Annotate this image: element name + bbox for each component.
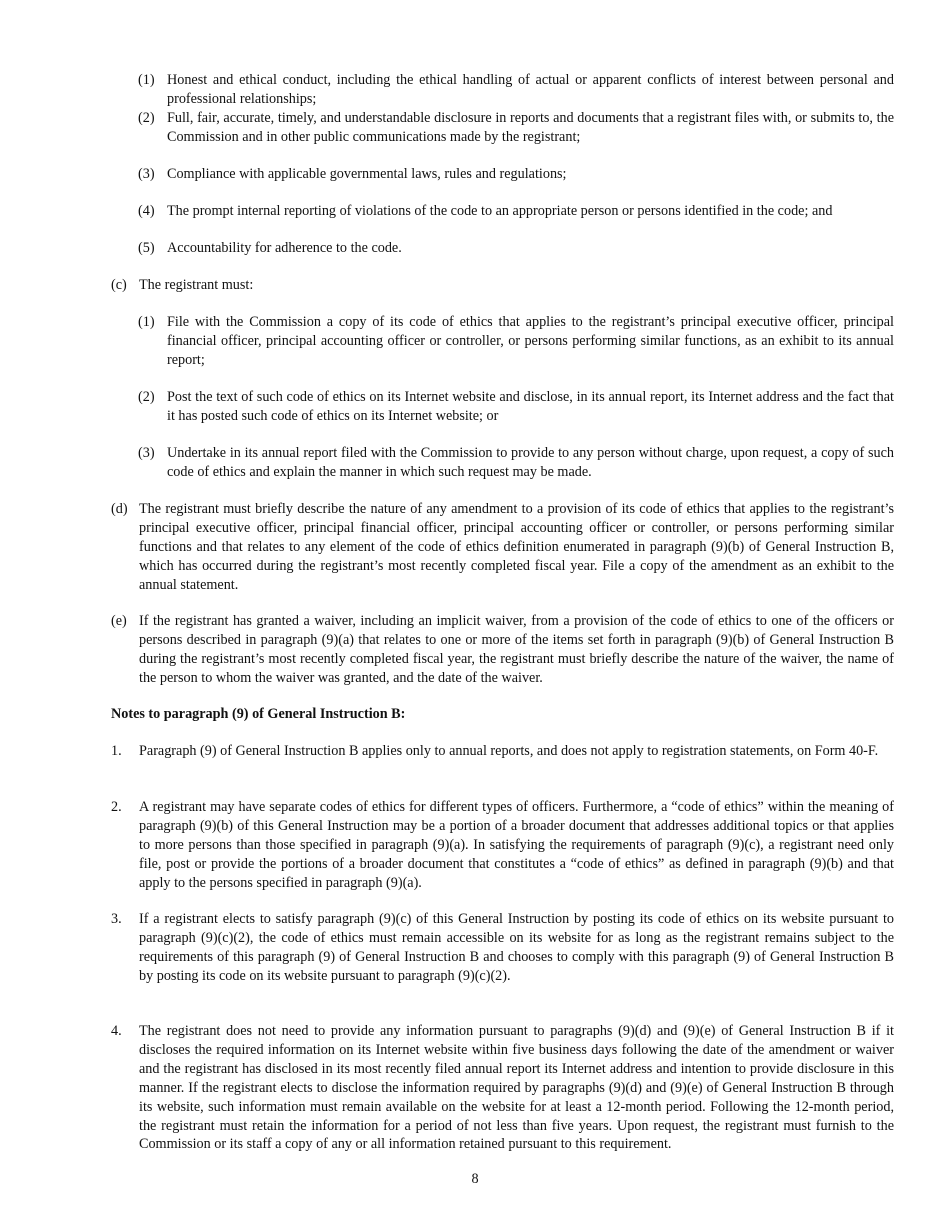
- note-text: Paragraph (9) of General Instruction B applies only to annual reports, and does not apply to registration statements, on Form 40-F.: [139, 743, 879, 759]
- item-text: Honest and ethical conduct, including the ethical handling of actual or apparent conflicts of interest between personal and professional relationships;: [167, 72, 894, 107]
- paragraph-text: If the registrant has granted a waiver, including an implicit waiver, from a provision of the code of ethics to one of the officers or persons described in paragraph (9)(a) that relates to one or more of the items set forth in paragraph (9)(b) of General Instruction B during the registrant’s most recently completed fiscal year, the registrant must briefly describe the nature of the waiver, the name of the person to whom the waiver was granted, and the date of the waiver.: [139, 613, 894, 686]
- paragraph-number: (d): [111, 501, 128, 517]
- paragraph-number: (c): [111, 277, 127, 293]
- note-number: 1.: [111, 743, 122, 759]
- item-text: File with the Commission a copy of its code of ethics that applies to the registrant’s principal executive officer, principal financial officer, principal accounting officer or controller, or persons performing similar functions, as an exhibit to its annual report;: [167, 314, 894, 368]
- item-text: Compliance with applicable governmental laws, rules and regulations;: [167, 166, 567, 182]
- note-1: [111, 742, 894, 761]
- note-number: 3.: [111, 911, 122, 927]
- item-text: Full, fair, accurate, timely, and understandable disclosure in reports and documents that a registrant files with, or submits to, the Commission and in other public communications made by the registrant;: [167, 110, 894, 145]
- list-item-c2: [138, 388, 894, 426]
- paragraph-number: (e): [111, 613, 127, 629]
- list-item-b2: [138, 109, 894, 147]
- note-text: The registrant does not need to provide any information pursuant to paragraphs (9)(d) and (9)(e) of General Instruction B if it discloses the required information on its Internet website within five business days following the date of the amendment or waiver and the registrant has disclosed in its most recently filed annual report its Internet address and intention to provide disclosure in this manner. If the registrant elects to disclose the information required by paragraphs (9)(d) and (9)(e) of General Instruction B through its website, such information must remain available on the website for at least a 12-month period. Following the 12-month period, the registrant must retain the information for a period of not less than five years. Upon request, the registrant must furnish to the Commission or its staff a copy of any or all information retained pursuant to this requirement.: [139, 1023, 894, 1153]
- note-number: 4.: [111, 1023, 122, 1039]
- list-item-c3: [138, 444, 894, 482]
- list-item-b4: [138, 202, 894, 221]
- item-number: (1): [138, 314, 155, 330]
- paragraph-text: The registrant must:: [139, 277, 254, 293]
- item-text: Undertake in its annual report filed with the Commission to provide to any person without charge, upon request, a copy of such code of ethics and explain the manner in which such request may be made.: [167, 445, 894, 480]
- note-4: [111, 1022, 894, 1154]
- page-number: 8: [471, 1171, 479, 1187]
- paragraph-text: The registrant must briefly describe the nature of any amendment to a provision of its code of ethics that applies to the registrant’s principal executive officer, principal financial officer, principal accounting officer or controller, or persons performing similar functions and that relates to any element of the code of ethics definition enumerated in paragraph (9)(b) of General Instruction B, which has occurred during the registrant’s most recently completed fiscal year. File a copy of the amendment as an exhibit to the annual statement.: [139, 501, 894, 593]
- paragraph-d: [111, 500, 894, 595]
- list-item-b3: [138, 165, 894, 184]
- note-3: [111, 910, 894, 986]
- note-number: 2.: [111, 799, 122, 815]
- item-number: (2): [138, 110, 155, 126]
- item-number: (1): [138, 72, 155, 88]
- item-number: (2): [138, 389, 155, 405]
- item-number: (3): [138, 166, 155, 182]
- note-text: If a registrant elects to satisfy paragraph (9)(c) of this General Instruction by posting its code of ethics on its website pursuant to paragraph (9)(c)(2), the code of ethics must remain accessible on its website for as long as the registrant remains subject to the requirements of this paragraph (9) of General Instruction B and chooses to comply with this paragraph (9) of General Instruction B by posting its code on its website pursuant to paragraph (9)(c)(2).: [139, 911, 894, 984]
- note-2: [111, 798, 894, 893]
- item-text: Accountability for adherence to the code.: [167, 240, 402, 256]
- list-item-b5: [138, 239, 894, 258]
- item-text: The prompt internal reporting of violations of the code to an appropriate person or persons identified in the code; and: [167, 203, 833, 219]
- item-number: (5): [138, 240, 155, 256]
- item-number: (3): [138, 445, 155, 461]
- list-item-b1: [138, 71, 894, 109]
- paragraph-e: [111, 612, 894, 688]
- list-item-c1: [138, 313, 894, 370]
- item-text: Post the text of such code of ethics on its Internet website and disclose, in its annual report, its Internet address and the fact that it has posted such code of ethics on its Internet website; or: [167, 389, 894, 424]
- notes-heading: Notes to paragraph (9) of General Instruction B:: [111, 706, 406, 722]
- note-text: A registrant may have separate codes of ethics for different types of officers. Furthermore, a “code of ethics” within the meaning of paragraph (9)(b) of this General Instruction may be a portion of a broader document that addresses additional topics or that applies to more persons than those specified in paragraph (9)(a). In satisfying the requirements of paragraph (9)(c), a registrant need only file, post or provide the portions of a broader document that constitutes a “code of ethics” as defined in paragraph (9)(b) and that apply to the persons specified in paragraph (9)(a).: [139, 799, 894, 891]
- item-number: (4): [138, 203, 155, 219]
- paragraph-c: [111, 276, 894, 295]
